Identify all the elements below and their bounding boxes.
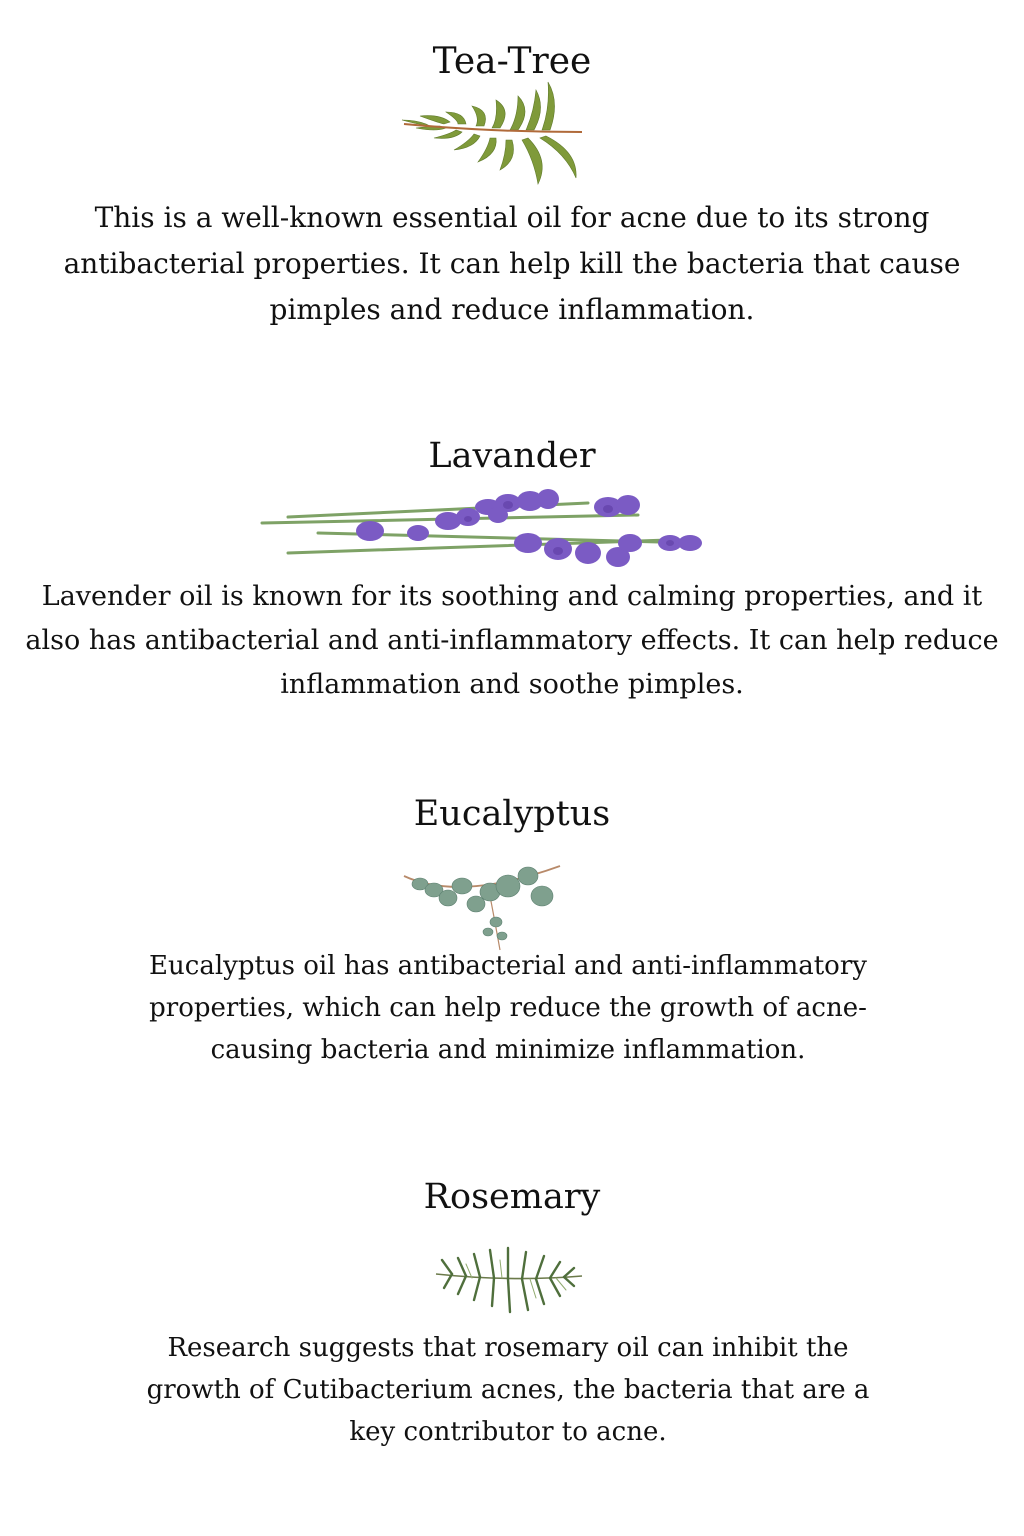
eucalyptus-title: Eucalyptus — [413, 794, 611, 834]
tea-tree-title: Tea-Tree — [432, 41, 592, 82]
rosemary-title: Rosemary — [423, 1177, 601, 1217]
eucalyptus-branch-icon — [400, 862, 565, 954]
lavender-sprigs-icon — [258, 485, 713, 580]
rosemary-sprig-icon — [432, 1240, 587, 1322]
tea-tree-sprig-icon — [400, 80, 590, 188]
eucalyptus-description: Eucalyptus oil has antibacterial and anti-inflammatory properties, which can help reduce the growth of acne-causing bacteria and minimize inflammation. — [149, 951, 867, 1065]
lavander-title: Lavander — [428, 436, 596, 476]
rosemary-description: Research suggests that rosemary oil can inhibit the growth of Cutibacterium acnes, the bacteria that are a key contributor to acne. — [146, 1333, 870, 1447]
lavander-description: Lavender oil is known for its soothing and calming properties, and it also has antibacterial and anti-inflammatory effects. It can help reduce inflammation and soothe pimples. — [25, 581, 999, 700]
tea-tree-description: This is a well-known essential oil for acne due to its strong antibacterial properties. It can help kill the bacteria that cause pimples and reduce inflammation. — [63, 201, 961, 326]
